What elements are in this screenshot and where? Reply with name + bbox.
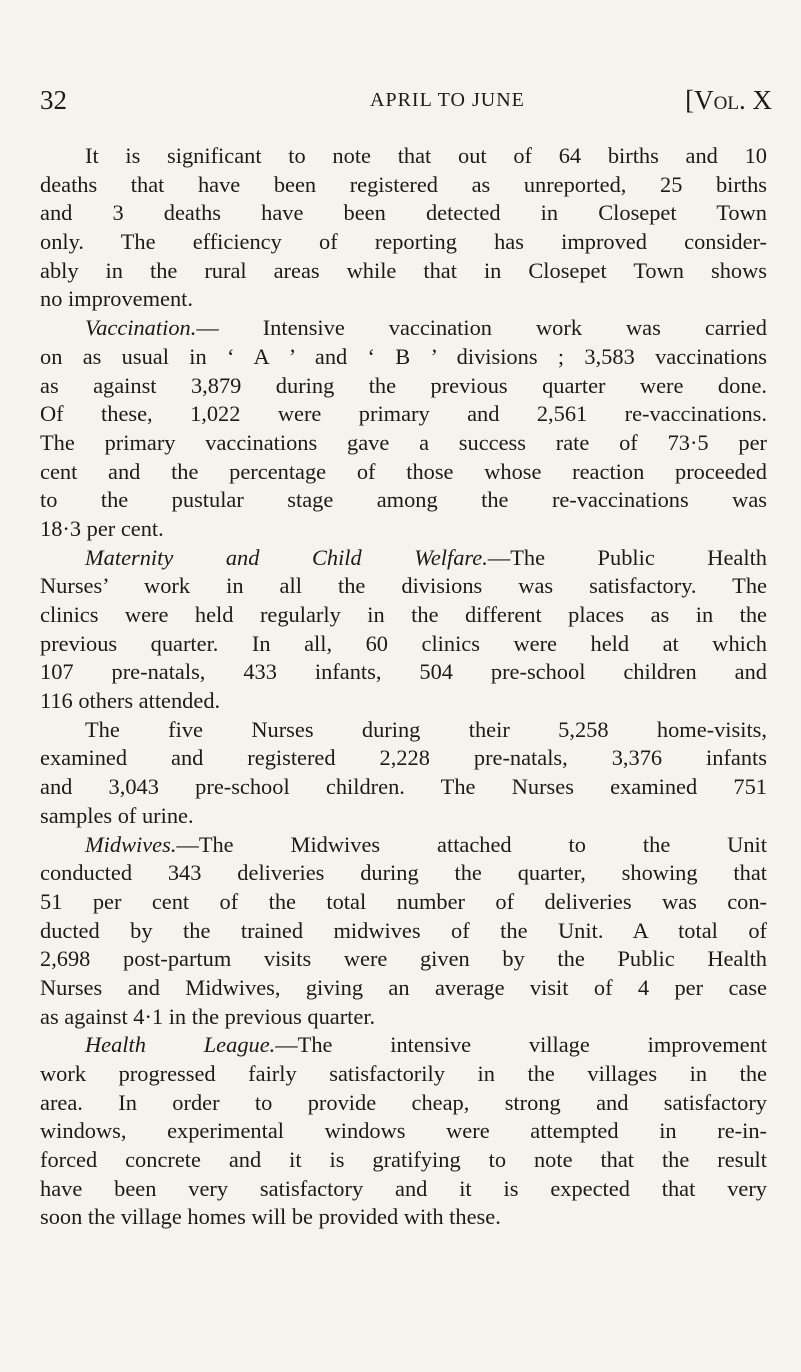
text-line: soon the village homes will be provided with these. [40,1204,501,1230]
text-line: area. In order to provide cheap, strong and satisfactory [40,1089,767,1115]
text-line: have been very satisfactory and it is expected that very [40,1175,767,1201]
paragraph-maternity-child-welfare [40,544,767,716]
text-line: The primary vaccinations gave a success rate of 73·5 per [40,429,767,455]
text-line: only. The efficiency of reporting has improved consider- [40,229,767,255]
running-head [40,85,772,121]
text-line: work progressed fairly satisfactorily in the villages in the [40,1061,767,1086]
text-line: windows, experimental windows were attempted in re-in- [40,1118,767,1144]
text-line: 107 pre-natals, 433 infants, 504 pre-school children and [40,659,767,685]
paragraph-unreported-births [40,142,767,314]
paragraph-nurses-visits [40,716,767,831]
text-line: and 3,043 pre-school children. The Nurses examined 751 [40,774,767,800]
text-line [40,314,767,343]
text-line: as against 4·1 in the previous quarter. [40,1003,376,1029]
text-line: and 3 deaths have been detected in Closepet Town [40,200,767,226]
text-run: —The Public Health [487,544,767,570]
page-number: 32 [40,85,67,115]
text-line: 2,698 post-partum visits were given by the Public Health [40,946,767,972]
text-line: to the pustular stage among the re-vaccinations was [40,487,767,513]
text-line: examined and registered 2,228 pre-natals, 3,376 infants [40,745,767,771]
text-line: 51 per cent of the total number of deliveries was con- [40,888,767,914]
volume-number: X [745,85,772,115]
text-line: Of these, 1,022 were primary and 2,561 re-vaccinations. [40,401,767,427]
text-line: 116 others attended. [40,688,221,714]
volume-word: Vol. [694,85,746,115]
text-run: — Intensive vaccination work was carried [196,315,767,341]
text-line: samples of urine. [40,802,194,828]
text-line: cent and the percentage of those whose reaction proceeded [40,458,767,484]
section-heading-health-league: Health League. [85,1032,276,1058]
text-line: ducted by the trained midwives of the Unit. A total of [40,917,767,943]
text-line: 18·3 per cent. [40,515,164,541]
body-text [40,142,767,1232]
text-line [40,831,767,860]
running-title: APRIL TO JUNE [370,89,525,111]
text-line: on as usual in ‘ A ’ and ‘ B ’ divisions ; 3,583 vaccinations [40,343,767,369]
volume-label [685,85,772,116]
text-line: deaths that have been registered as unreported, 25 births [40,171,767,197]
text-line [40,1031,767,1060]
text-line [40,544,767,573]
text-run: —The Midwives attached to the Unit [176,831,767,857]
text-line: forced concrete and it is gratifying to note that the result [40,1147,767,1173]
section-heading-vaccination: Vaccination. [85,315,197,341]
text-run: —The intensive village improvement [275,1032,767,1058]
text-line: It is significant to note that out of 64 births and 10 [85,143,767,168]
paragraph-health-league [40,1031,767,1232]
section-heading-maternity: Maternity and Child Welfare. [85,544,488,570]
text-line: ably in the rural areas while that in Closepet Town shows [40,257,767,283]
text-line: no improvement. [40,286,193,312]
section-heading-midwives: Midwives. [85,831,177,857]
text-line: as against 3,879 during the previous quarter were done. [40,372,767,398]
text-line: previous quarter. In all, 60 clinics were held at which [40,630,767,656]
paragraph-vaccination [40,314,767,544]
text-line: Nurses’ work in all the divisions was satisfactory. The [40,573,767,599]
text-line: conducted 343 deliveries during the quarter, showing that [40,860,767,886]
paragraph-midwives [40,831,767,1032]
text-line: The five Nurses during their 5,258 home-visits, [85,716,767,742]
text-line: clinics were held regularly in the different places as in the [40,602,767,627]
text-line: Nurses and Midwives, giving an average visit of 4 per case [40,974,767,1000]
volume-bracket: [ [685,85,695,115]
